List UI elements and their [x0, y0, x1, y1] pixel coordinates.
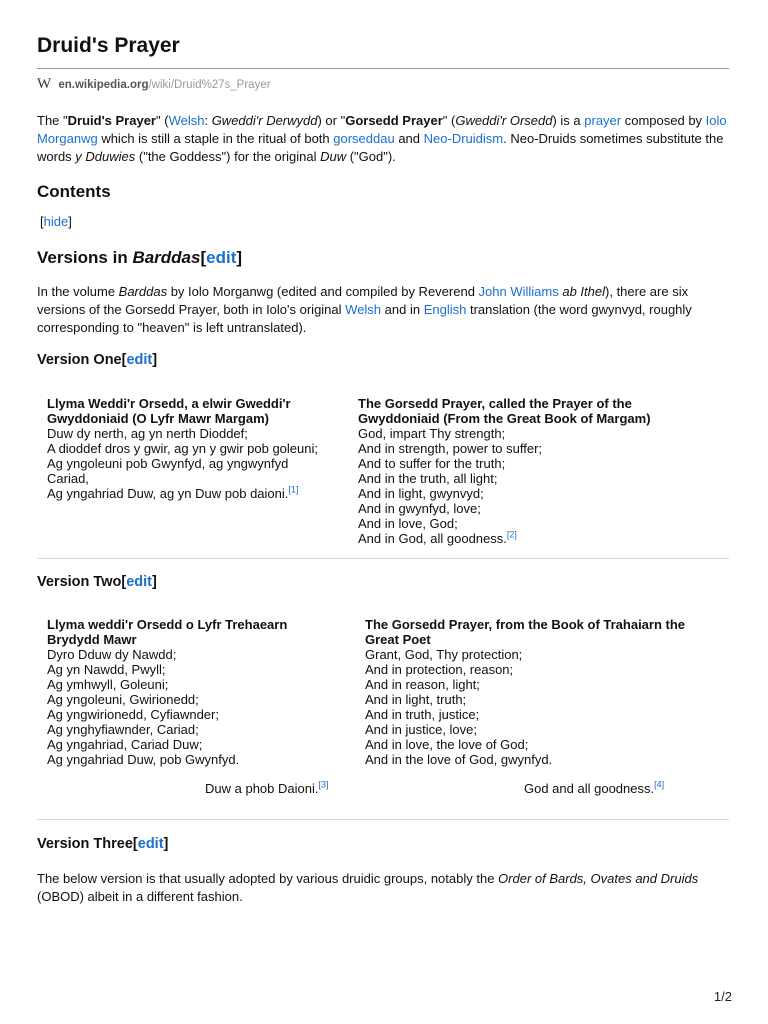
version-two-welsh: Llyma weddi'r Orsedd o Lyfr Trehaearn Brydydd Mawr Dyro Dduw dy Nawdd; Ag yn Nawdd, Pwyll; Ag ymhwyll, Goleuni; Ag yngoleuni, Gwirionedd; Ag yngwirionedd, Cyfiawnder; Ag ynghyfiawnder, Cariad; Ag yngahriad, Cariad Duw; Ag yngahriad Duw, pob Gwynfyd.	[47, 617, 288, 767]
versions-heading: Versions in Barddas[edit]	[37, 248, 243, 267]
version-one-divider	[37, 558, 729, 559]
reference-4[interactable]: [4]	[654, 779, 665, 790]
edit-version-three-link[interactable]: edit	[137, 836, 164, 852]
hide-contents-link[interactable]: hide	[43, 214, 69, 229]
version-one-heading: Version One[edit]	[37, 352, 158, 368]
edit-version-two-link[interactable]: edit	[126, 574, 152, 590]
version-one-english: The Gorsedd Prayer, called the Prayer of the Gwyddoniaid (From the Great Book of Margam) God, impart Thy strength; And in strength, power to suffer; And to suffer for the truth; And in the truth, all light; And in light, gwynvyd; And in gwynfyd, love; And in love, God; And in God, all goodness.[2]	[358, 396, 651, 546]
source-path: /wiki/Druid%27s_Prayer	[148, 79, 271, 91]
version-two-english: The Gorsedd Prayer, from the Book of Trahaiarn the Great Poet Grant, God, Thy protection; And in protection, reason; And in reason, light; And in light, truth; And in truth, justice; And in justice, love; And in love, the love of God; And in the love of God, gwynfyd.	[365, 617, 686, 767]
version-two-welsh-closing: Duw a phob Daioni.[3]	[205, 779, 329, 796]
version-two-heading: Version Two[edit]	[37, 574, 157, 590]
contents-heading: Contents	[37, 182, 111, 201]
versions-paragraph: In the volume Barddas by Iolo Morganwg (edited and compiled by Reverend John Williams ab Ithel), there are six versions of the Gorsedd Prayer, both in Iolo's original Welsh and in English translation (the word gwynvyd, roughly corresponding to "heaven" is left untranslated).	[37, 284, 692, 335]
reference-1[interactable]: [1]	[288, 484, 299, 495]
page-number: 1/2	[713, 989, 732, 1004]
source-domain: en.wikipedia.org	[58, 79, 149, 91]
source-url[interactable]	[37, 76, 271, 93]
link-prayer[interactable]: prayer	[584, 113, 622, 128]
link-welsh-language[interactable]: Welsh	[345, 302, 382, 317]
reference-3[interactable]: [3]	[318, 779, 329, 790]
link-gorseddau[interactable]: gorseddau	[333, 131, 395, 146]
page-title: Druid's Prayer	[37, 34, 180, 57]
version-one-welsh: Llyma Weddi'r Orsedd, a elwir Gweddi'r Gwyddoniaid (O Lyfr Mawr Margam) Duw dy nerth, ag yn nerth Dioddef; A dioddef dros y gwir, ag yn y gwir pob goleuni; Ag yngoleuni pob Gwynfyd, ag yngwynfyd Cariad, Ag yngahriad Duw, ag yn Duw pob daioni.[1]	[47, 396, 318, 501]
link-neo-druidism[interactable]: Neo-Druidism	[423, 131, 504, 146]
intro-paragraph: The "Druid's Prayer" (Welsh: Gweddi'r Derwydd) or "Gorsedd Prayer" (Gweddi'r Orsedd) is a prayer composed by Iolo Morganwg which is still a staple in the ritual of both gorseddau and Neo-Druidism. Neo-Druids sometimes substitute the words y Dduwies ("the Goddess") for the original Duw ("God").	[37, 113, 727, 164]
edit-versions-link[interactable]: edit	[206, 248, 237, 267]
title-divider	[37, 68, 729, 69]
link-iolo-morganwg[interactable]: Iolo Morganwg	[37, 113, 727, 146]
wikipedia-logo-icon: W	[37, 76, 52, 92]
version-two-english-closing: God and all goodness.[4]	[524, 779, 665, 796]
version-two-divider	[37, 819, 729, 820]
edit-version-one-link[interactable]: edit	[126, 352, 153, 368]
link-english-language[interactable]: English	[423, 302, 467, 317]
version-three-heading: Version Three[edit]	[37, 836, 169, 852]
reference-2[interactable]: [2]	[506, 529, 517, 540]
contents-toggle: [hide]	[40, 214, 72, 229]
link-welsh[interactable]: Welsh	[168, 113, 205, 128]
link-john-williams[interactable]: John Williams	[478, 284, 559, 299]
version-three-paragraph: The below version is that usually adopted by various druidic groups, notably the Order of Bards, Ovates and Druids (OBOD) albeit in a different fashion.	[37, 871, 699, 904]
